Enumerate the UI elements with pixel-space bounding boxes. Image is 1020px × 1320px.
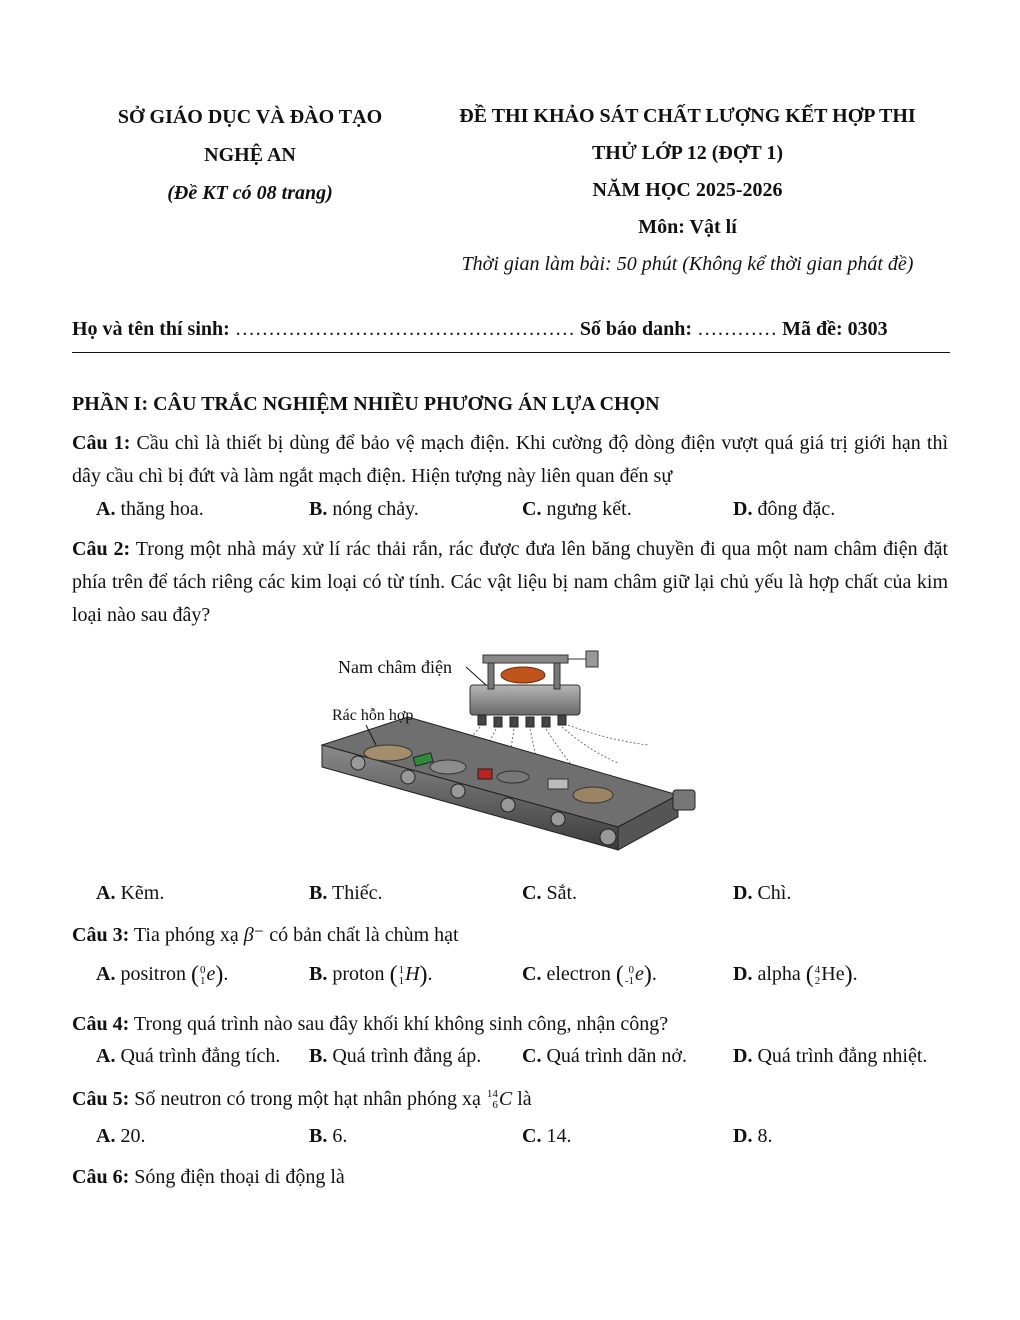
subject: Môn: Vật lí (638, 216, 737, 238)
option-c[interactable]: C. Quá trình dãn nở. (522, 1045, 687, 1067)
label-mixed-trash: Rác hỗn hợp (332, 707, 414, 724)
question-3-options (96, 962, 956, 992)
issuer-block (80, 98, 420, 212)
label-arrow (466, 667, 486, 685)
question-4 (72, 1008, 948, 1041)
question-1 (72, 427, 948, 493)
question-text-after: có bản chất là chùm hạt (269, 924, 459, 946)
school-year: NĂM HỌC 2025-2026 (592, 179, 783, 201)
question-5-options (96, 1125, 956, 1155)
page-count-note: (Đề KT có 08 trang) (167, 182, 333, 204)
question-2 (72, 533, 948, 632)
name-field[interactable]: …………………………………………… (234, 318, 575, 340)
question-4-options (96, 1045, 956, 1075)
question-text-before: Số neutron có trong một hạt nhân phóng xạ (134, 1088, 481, 1110)
option-d[interactable]: D. Chì. (733, 882, 792, 904)
sbd-label: Số báo danh: (579, 318, 693, 340)
question-5 (72, 1083, 948, 1116)
question-label: Câu 3: (72, 924, 130, 946)
question-text-before: Tia phóng xạ (133, 924, 239, 946)
exam-title-block (430, 98, 945, 283)
question-3 (72, 919, 948, 952)
question-text: Sóng điện thoại di động là (134, 1166, 345, 1188)
question-6 (72, 1161, 948, 1194)
part-1-title: PHẦN I: CÂU TRẮC NGHIỆM NHIỀU PHƯƠNG ÁN LỰA CHỌN (72, 393, 660, 415)
candidate-info-line (72, 318, 952, 341)
issuer-line-1: SỞ GIÁO DỤC VÀ ĐÀO TẠO (117, 106, 383, 128)
option-d[interactable]: D. Quá trình đẳng nhiệt. (733, 1045, 928, 1067)
option-b[interactable]: B. proton (1 1H). (309, 962, 433, 988)
option-c[interactable]: C. Sắt. (522, 882, 578, 904)
option-b[interactable]: B. Thiếc. (309, 882, 383, 904)
question-label: Câu 1: (72, 432, 131, 454)
nuclide-symbol: C (498, 1088, 513, 1110)
question-2-options (96, 882, 956, 912)
label-electromagnet: Nam châm điện (338, 657, 452, 677)
question-text: Trong quá trình nào sau đây khối khí không sinh công, nhận công? (133, 1013, 669, 1035)
option-b[interactable]: B. nóng chảy. (309, 498, 419, 520)
sbd-field[interactable]: ………… (697, 318, 778, 340)
header-divider (72, 352, 950, 353)
option-d[interactable]: D. đông đặc. (733, 498, 836, 520)
question-1-options (96, 498, 956, 528)
question-label: Câu 6: (72, 1166, 130, 1188)
option-a[interactable]: A. thăng hoa. (96, 498, 204, 520)
question-label: Câu 4: (72, 1013, 130, 1035)
option-a[interactable]: A. Quá trình đẳng tích. (96, 1045, 281, 1067)
option-b[interactable]: B. Quá trình đẳng áp. (309, 1045, 482, 1067)
conveyor-belt (322, 717, 695, 850)
option-b[interactable]: B. 6. (309, 1125, 348, 1147)
issuer-line-2: NGHỆ AN (204, 144, 296, 166)
question-label: Câu 2: (72, 538, 131, 560)
exam-title-line-1: ĐỀ THI KHẢO SÁT CHẤT LƯỢNG KẾT HỢP THI (459, 105, 916, 127)
exam-code: Mã đề: 0303 (782, 318, 888, 340)
option-c[interactable]: C. ngưng kết. (522, 498, 632, 520)
option-a[interactable]: A. Kẽm. (96, 882, 165, 904)
conveyor-magnet-figure (318, 645, 700, 875)
option-d[interactable]: D. 8. (733, 1125, 773, 1147)
question-text: Cầu chì là thiết bị dùng để bảo vệ mạch điện. Khi cường độ dòng điện vượt quá giá trị giới hạn thì dây cầu chì bị đứt và làm ngắt mạch điện. Hiện tượng này liên quan đến sự (72, 432, 948, 487)
nuclide-numbers: 14 6 (486, 1088, 498, 1112)
time-allowed: Thời gian làm bài: 50 phút (Không kể thời gian phát đề) (461, 253, 914, 275)
question-text-after: là (517, 1088, 532, 1110)
option-a[interactable]: A. positron (0 1e). (96, 962, 229, 988)
option-d[interactable]: D. alpha (4 2He). (733, 962, 858, 988)
exam-title-line-2: THỬ LỚP 12 (ĐỢT 1) (591, 142, 784, 164)
name-label: Họ và tên thí sinh: (72, 318, 230, 340)
option-a[interactable]: A. 20. (96, 1125, 146, 1147)
electromagnet (470, 651, 598, 727)
question-label: Câu 5: (72, 1088, 130, 1110)
beta-minus-symbol: β⁻ (243, 924, 265, 946)
option-c[interactable]: C. 14. (522, 1125, 572, 1147)
question-text: Trong một nhà máy xử lí rác thải rắn, rác được đưa lên băng chuyền đi qua một nam châm điện đặt phía trên để tách riêng các kim loại có từ tính. Các vật liệu bị nam châm giữ lại chủ yếu là hợp chất của kim loại nào sau đây? (72, 538, 949, 626)
option-c[interactable]: C. electron ( 0 -1e). (522, 962, 657, 988)
